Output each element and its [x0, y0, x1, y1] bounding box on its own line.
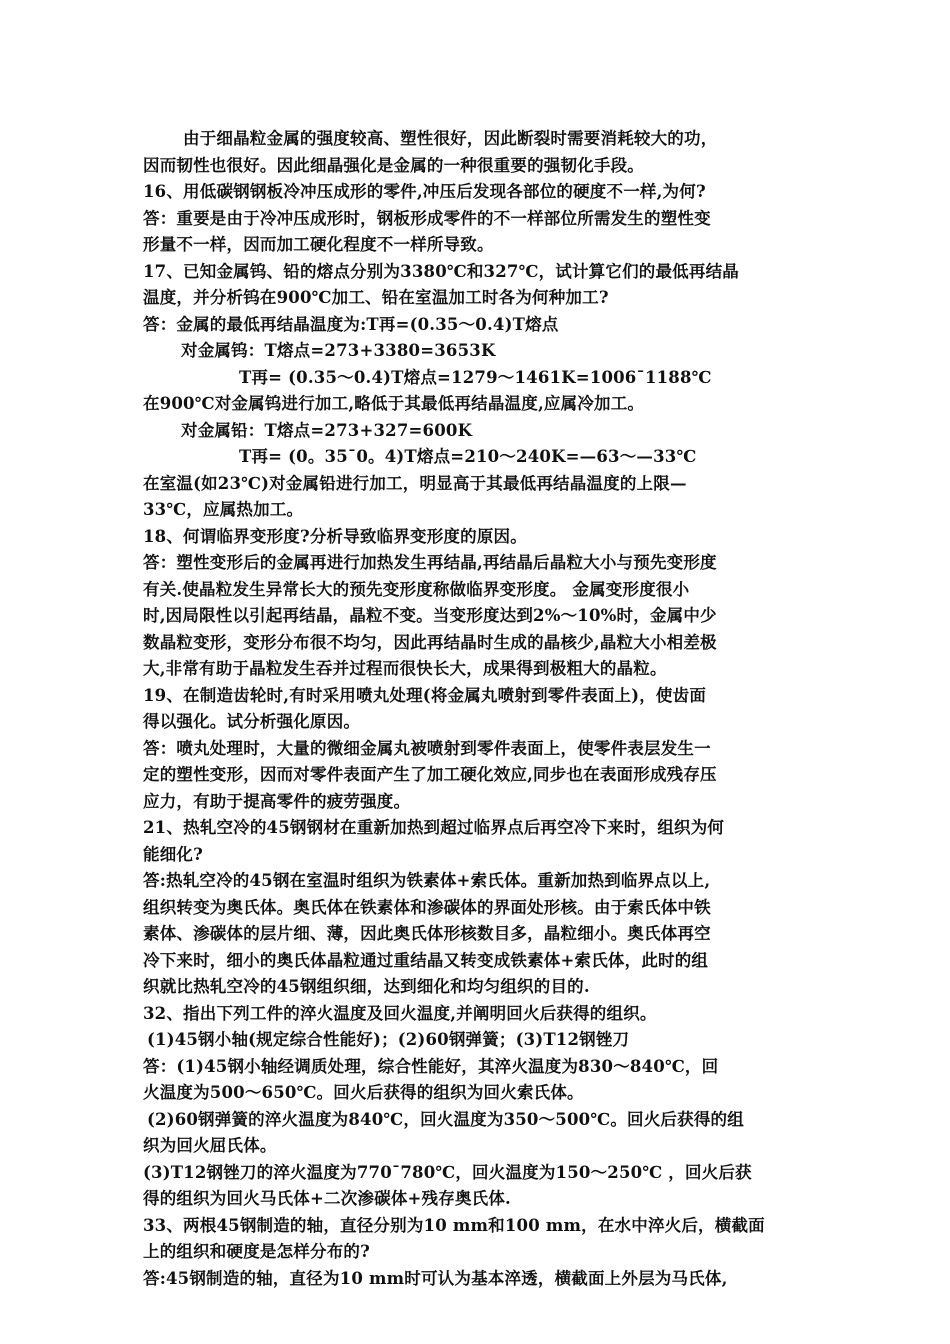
text-line: 得以强化。试分析强化原因。 [143, 712, 361, 731]
text-line: (2)60钢弹簧的淬火温度为840℃，回火温度为350～500℃。回火后获得的组 [147, 1109, 744, 1129]
text-line: 火温度为500～650℃。回火后获得的组织为回火索氏体。 [143, 1083, 584, 1102]
text-line: 冷下来时，细小的奥氏体晶粒通过重结晶又转变成铁素体+索氏体，此时的组 [143, 950, 709, 970]
text-line: T再= (0.35～0.4)T熔点=1279～1461K=1006¯1188℃ [239, 367, 712, 387]
text-line: 答:45钢制造的轴，直径为10 mm时可认为基本淬透，横截面上外层为马氏体, [143, 1268, 728, 1288]
text-line: 32、指出下列工件的淬火温度及回火温度,并阐明回火后获得的组织。 [143, 1003, 657, 1023]
document-body [143, 126, 813, 1292]
text-line: 能细化? [143, 844, 203, 864]
text-line: 定的塑性变形，因而对零件表面产生了加工硬化效应,同步也在表面形成残存压 [143, 765, 717, 784]
text-line: 素体、渗碳体的层片细、薄，因此奥氏体形核数目多，晶粒细小。奥氏体再空 [143, 924, 711, 943]
text-line: 时,因局限性以引起再结晶，晶粒不变。当变形度达到2%～10%时，金属中少 [143, 606, 717, 625]
text-line: 数晶粒变形，变形分布很不均匀，因此再结晶时生成的晶核少,晶粒大小相差极 [143, 632, 717, 652]
text-line: 17、已知金属钨、铅的熔点分别为3380℃和327℃，试计算它们的最低再结晶 [143, 261, 739, 281]
text-line: 答:热轧空冷的45钢在室温时组织为铁素体+索氏体。重新加热到临界点以上, [143, 871, 711, 890]
text-line: 应力，有助于提高零件的疲劳强度。 [143, 791, 411, 811]
text-line: 大,非常有助于晶粒发生吞并过程而很快长大，成果得到极粗大的晶粒。 [143, 659, 667, 678]
text-line: 织就比热轧空冷的45钢组织细，达到细化和均匀组织的目的. [143, 977, 590, 996]
text-line: 18、何谓临界变形度?分析导致临界变形度的原因。 [143, 526, 527, 546]
text-line: 形量不一样，因而加工硬化程度不一样所导致。 [143, 235, 494, 254]
text-line: 33、两根45钢制造的轴，直径分别为10 mm和100 mm，在水中淬火后，横截面 [143, 1215, 765, 1235]
text-line: 对金属钨：T熔点=273+3380=3653K [181, 341, 496, 360]
text-line: 答：重要是由于冷冲压成形时，钢板形成零件的不一样部位所需发生的塑性变 [143, 208, 711, 228]
text-line: 由于细晶粒金属的强度较高、塑性很好，因此断裂时需要消耗较大的功， [183, 129, 718, 148]
text-line: 答：喷丸处理时，大量的微细金属丸被喷射到零件表面上，使零件表层发生一 [143, 738, 711, 758]
text-line: 答：(1)45钢小轴经调质处理，综合性能好，其淬火温度为830～840℃，回 [143, 1056, 719, 1076]
text-line: 对金属铅：T熔点=273+327=600K [181, 420, 473, 440]
text-line: 有关.使晶粒发生异常长大的预先变形度称做临界变形度。 金属变形度很小 [143, 579, 690, 599]
text-line: 16、用低碳钢钢板冷冲压成形的零件,冲压后发现各部位的硬度不一样,为何? [143, 182, 706, 201]
text-line: 织为回火屈氏体。 [143, 1136, 277, 1155]
text-line: 组织转变为奥氏体。奥氏体在铁素体和渗碳体的界面处形核。由于索氏体中铁 [143, 897, 711, 917]
text-line: 21、热轧空冷的45钢钢材在重新加热到超过临界点后再空冷下来时，组织为何 [143, 818, 725, 837]
text-line: (1)45钢小轴(规定综合性能好)；(2)60钢弹簧；(3)T12钢锉刀 [147, 1030, 630, 1049]
text-line: 在900℃对金属钨进行加工,略低于其最低再结晶温度,应属冷加工。 [143, 394, 645, 413]
text-line: T再= (0。35¯0。4)T熔点=210～240K=—63～—33℃ [239, 447, 697, 466]
text-line: 在室温(如23℃)对金属铅进行加工，明显高于其最低再结晶温度的上限— [143, 473, 687, 493]
text-line: (3)T12钢锉刀的淬火温度为770¯780℃，回火温度为150～250℃ ，回火后获 [143, 1162, 752, 1182]
text-line: 答：金属的最低再结晶温度为:T再=(0.35～0.4)T熔点 [143, 314, 559, 334]
text-line: 因而韧性也很好。因此细晶强化是金属的一种很重要的强韧化手段。 [143, 155, 644, 175]
text-line: 温度，并分析钨在900℃加工、铅在室温加工时各为何种加工? [143, 288, 609, 307]
text-line: 上的组织和硬度是怎样分布的? [143, 1242, 370, 1261]
text-line: 33℃，应属热加工。 [143, 500, 304, 519]
text-line: 19、在制造齿轮时,有时采用喷丸处理(将金属丸喷射到零件表面上)，使齿面 [143, 685, 707, 705]
text-line: 答：塑性变形后的金属再进行加热发生再结晶,再结晶后晶粒大小与预先变形度 [143, 553, 717, 572]
text-line: 得的组织为回火马氏体+二次渗碳体+残存奥氏体. [143, 1189, 511, 1208]
